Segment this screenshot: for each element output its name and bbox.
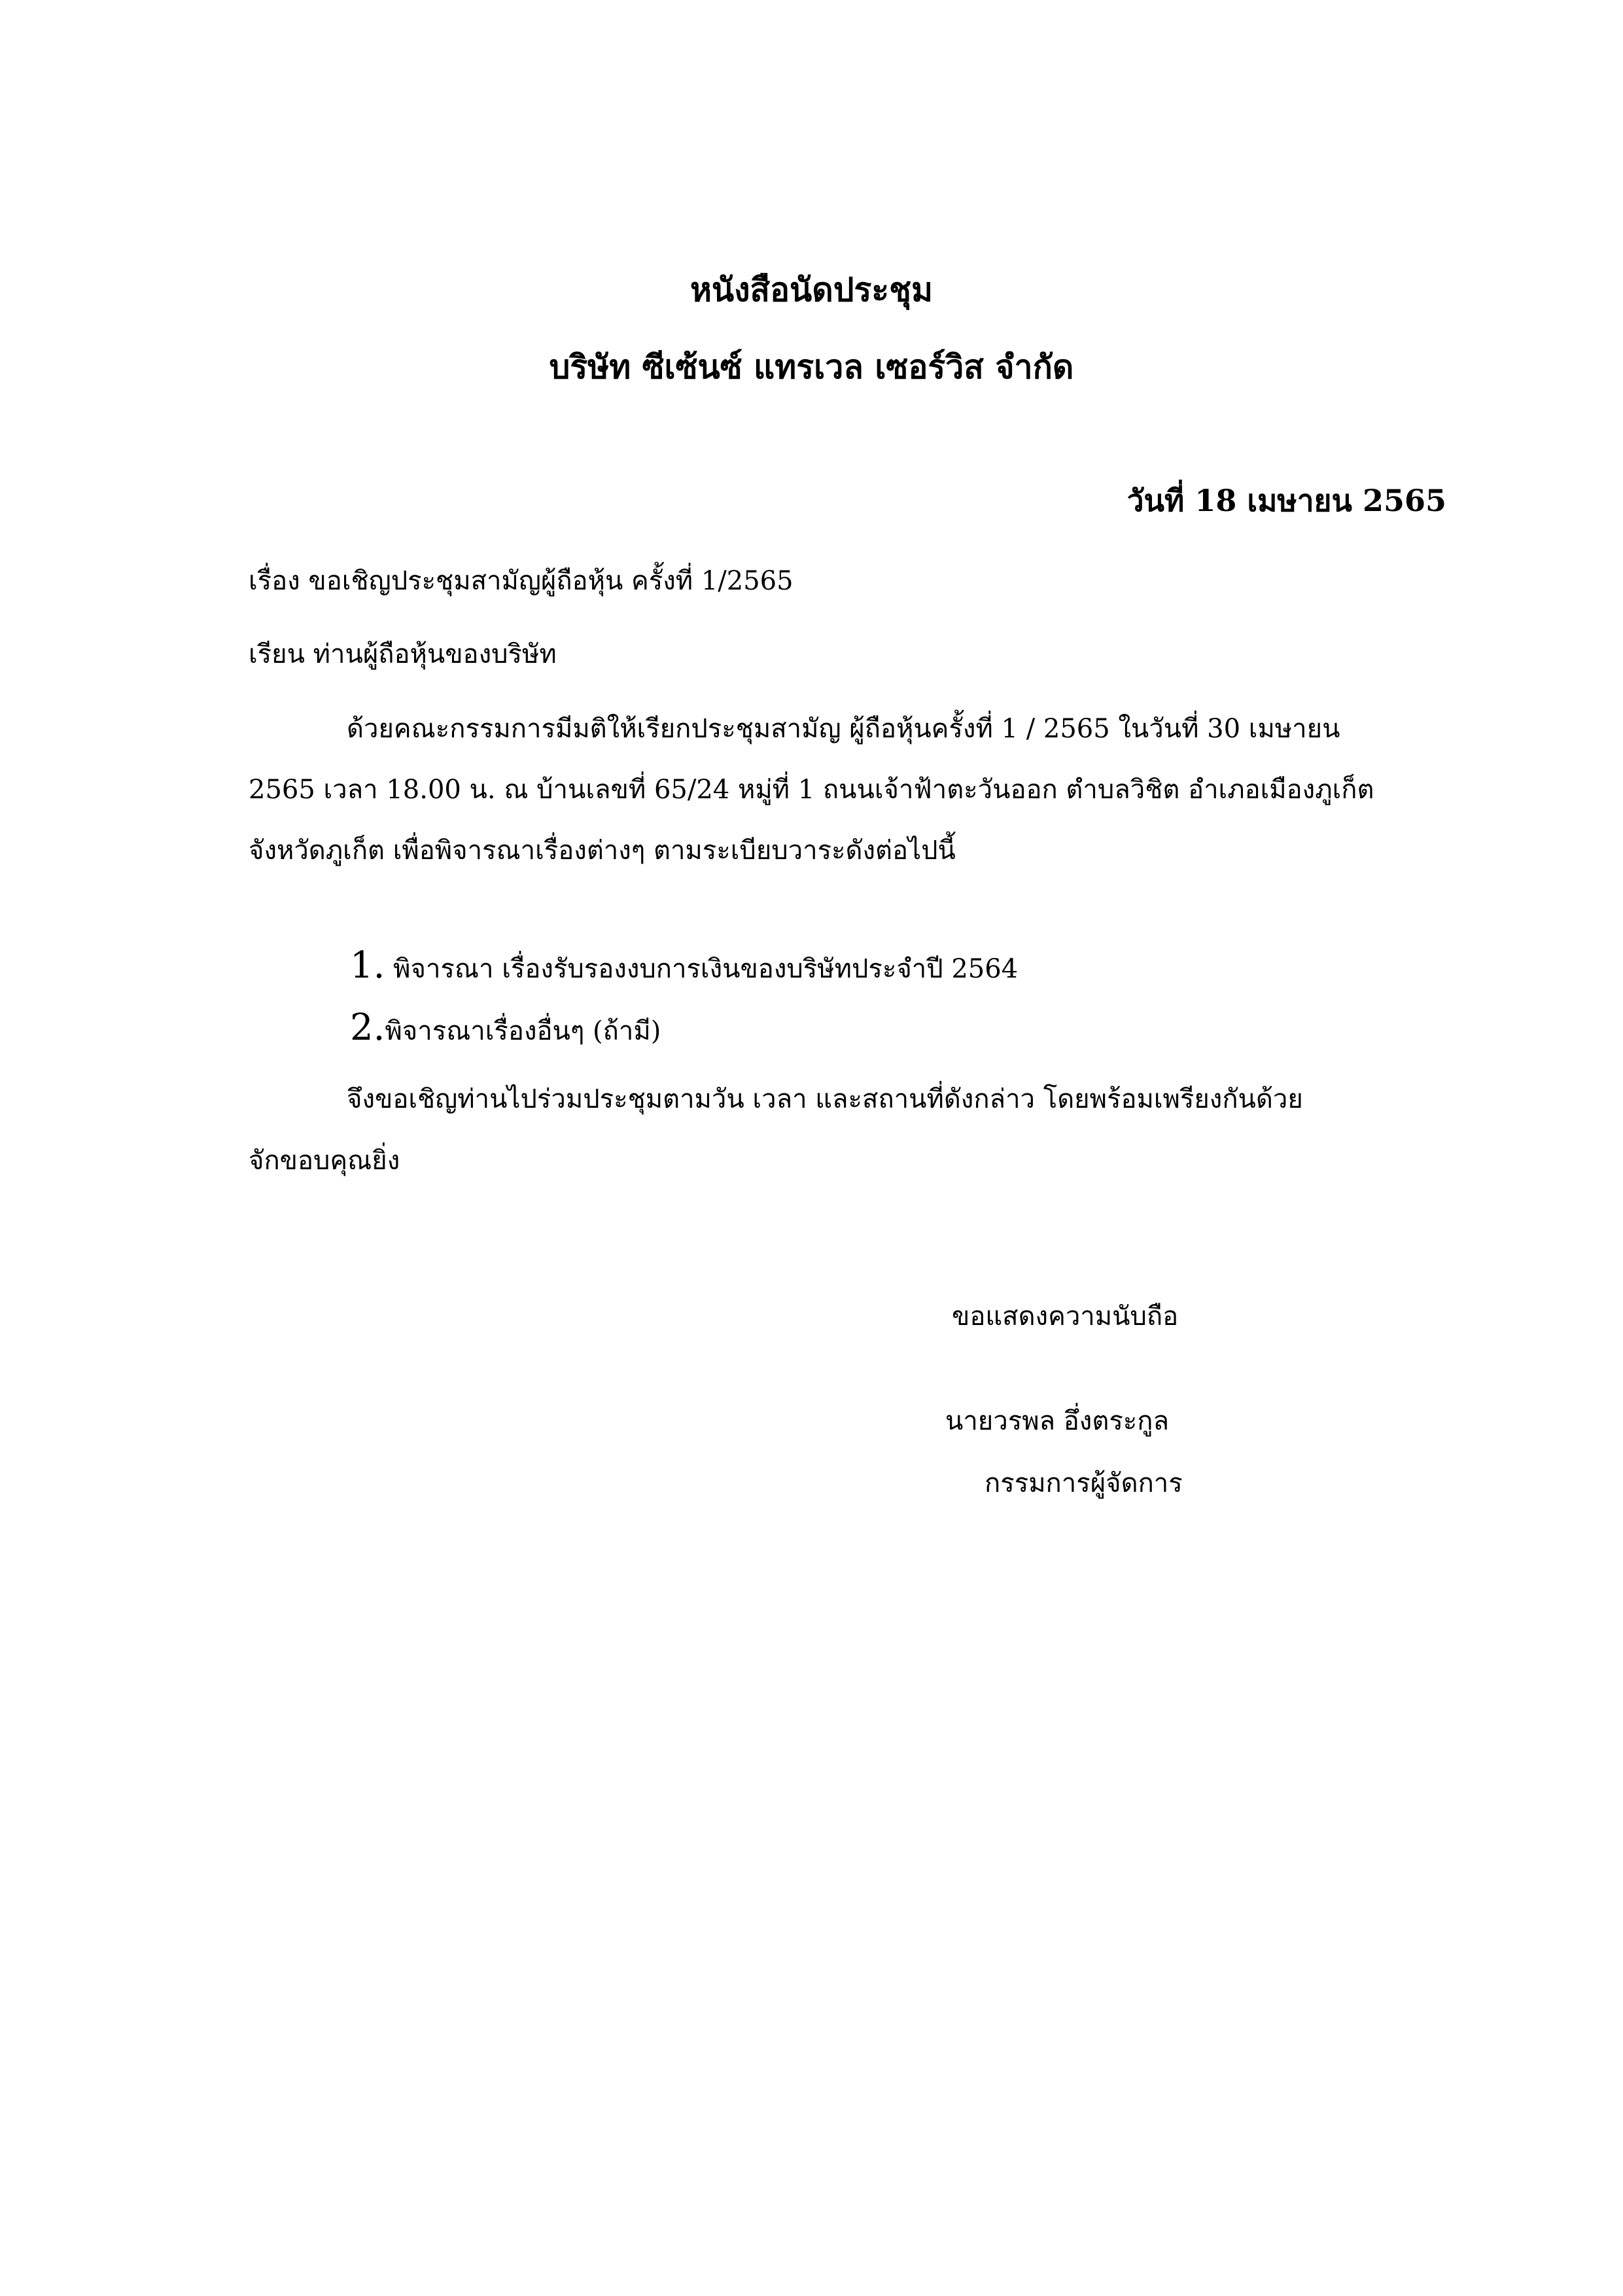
- signer-position: กรรมการผู้จัดการ: [985, 1468, 1183, 1498]
- agenda-text: พิจารณาเรื่องอื่นๆ (ถ้ามี): [385, 1016, 661, 1046]
- paragraph-line: ด้วยคณะกรรมการมีมติให้เรียกประชุมสามัญ ผู้ถือหุ้นครั้งที่ 1 / 2565 ในวันที่ 30 เมษายน: [347, 714, 1340, 744]
- agenda-item: [350, 1008, 661, 1048]
- recipient-line: เรียน ท่านผู้ถือหุ้นของบริษัท: [249, 639, 557, 669]
- paragraph-line: จังหวัดภูเก็ต เพื่อพิจารณาเรื่องต่างๆ ตามระเบียบวาระดังต่อไปนี้: [249, 836, 956, 866]
- agenda-text: พิจารณา เรื่องรับรองงบการเงินของบริษัทประจำปี 2564: [385, 954, 1019, 984]
- subject-line: เรื่อง ขอเชิญประชุมสามัญผู้ถือหุ้น ครั้งที่ 1/2565: [249, 566, 794, 596]
- closing-line: จักขอบคุณยิ่ง: [249, 1146, 400, 1176]
- company-name: บริษัท ซีเซ้นซ์ แทรเวล เซอร์วิส จำกัด: [549, 347, 1074, 386]
- document-date: วันที่ 18 เมษายน 2565: [1126, 483, 1446, 518]
- signer-name: นายวรพล อึ่งตระกูล: [945, 1406, 1170, 1436]
- agenda-number: 2.: [350, 1006, 385, 1049]
- closing-line: จึงขอเชิญท่านไปร่วมประชุมตามวัน เวลา และสถานที่ดังกล่าว โดยพร้อมเพรียงกันด้วย: [347, 1084, 1303, 1114]
- agenda-number: 1.: [350, 944, 385, 987]
- document-title: หนังสือนัดประชุม: [689, 270, 934, 309]
- paragraph-line: 2565 เวลา 18.00 น. ณ บ้านเลขที่ 65/24 หมู่ที่ 1 ถนนเจ้าฟ้าตะวันออก ตำบลวิชิต อำเภอเมืองภูเก็ต: [249, 775, 1374, 805]
- regards-text: ขอแสดงความนับถือ: [952, 1301, 1179, 1332]
- agenda-item: [350, 945, 1018, 986]
